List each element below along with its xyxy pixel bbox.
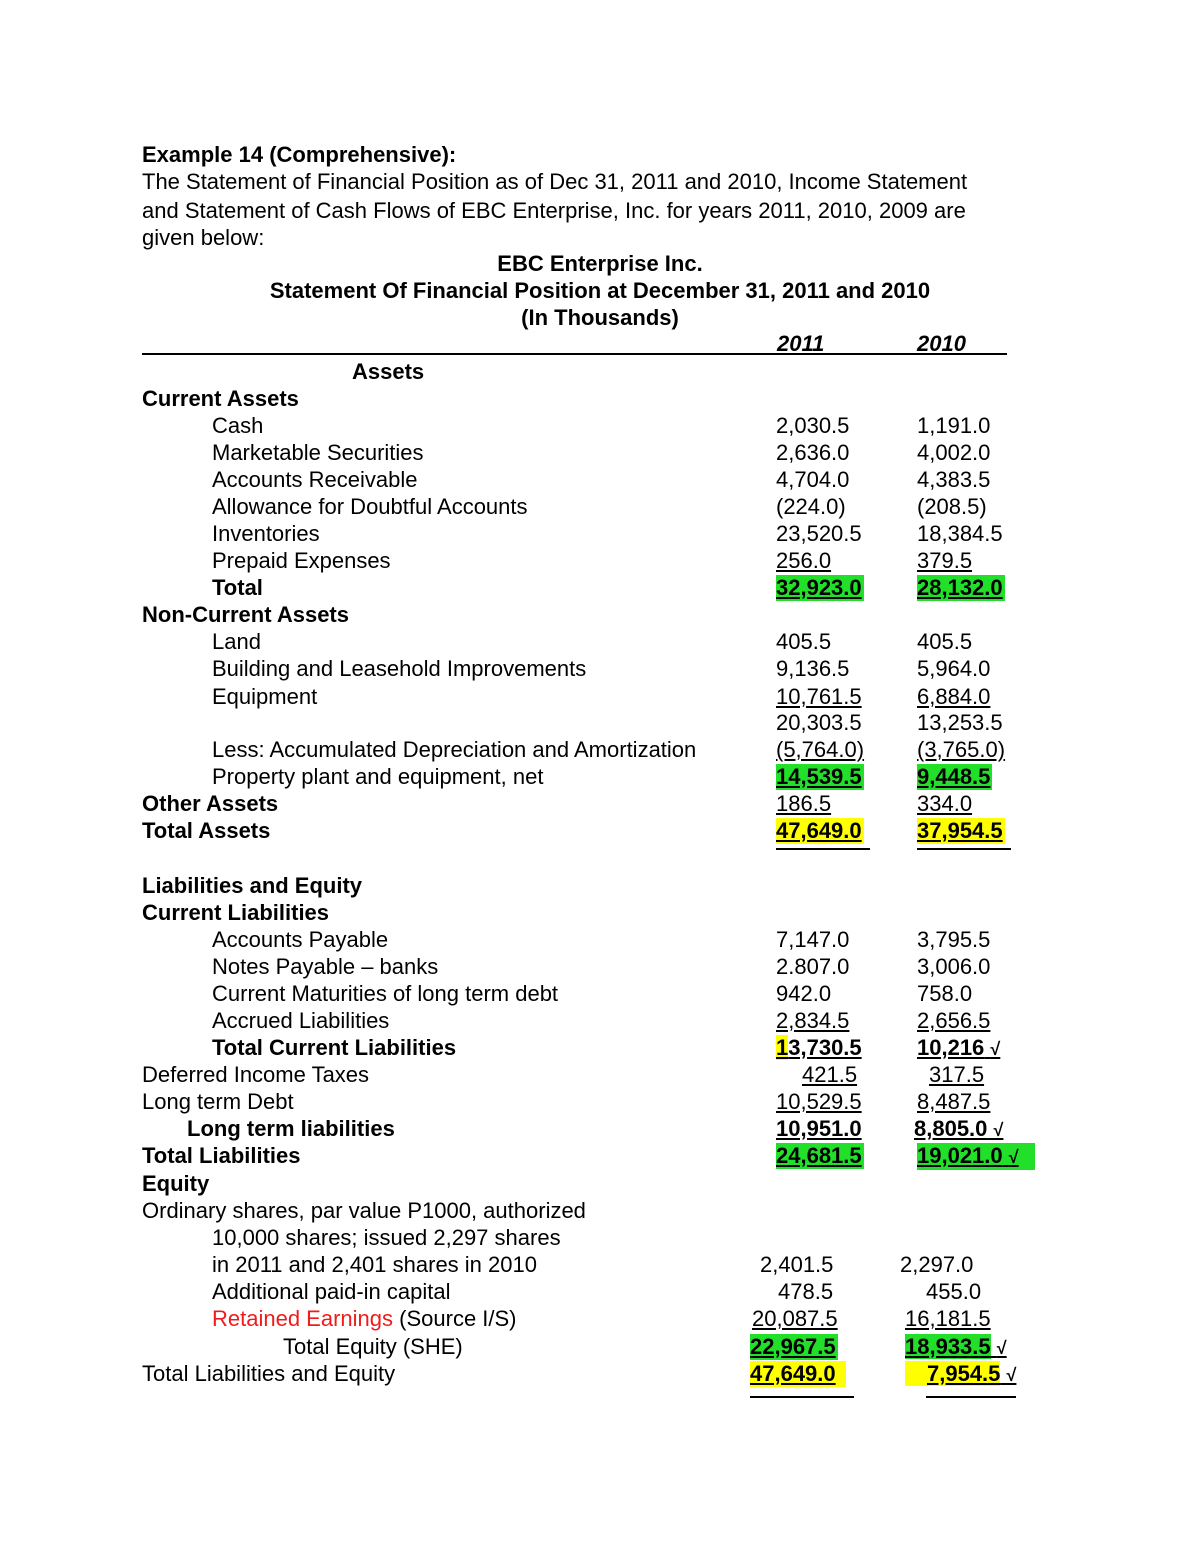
- row-label: Less: Accumulated Depreciation and Amortization: [212, 737, 697, 762]
- grand-total-2011: 47,649.0: [750, 1361, 846, 1387]
- value-2010: 6,884.0: [917, 684, 991, 709]
- row-label: Total Liabilities: [142, 1143, 301, 1168]
- grand-total-2010: 37,954.5: [917, 818, 1003, 843]
- col-2010: 2010: [917, 331, 966, 356]
- value-2010: 16,181.5: [905, 1306, 991, 1331]
- highlight-digit: 1: [776, 1035, 789, 1060]
- value-2010: 18,384.5: [917, 521, 1003, 546]
- equity-title: Equity: [142, 1171, 210, 1196]
- row-label: Allowance for Doubtful Accounts: [212, 494, 528, 519]
- total-2011: [776, 1035, 862, 1061]
- total-2011: 14,539.5: [776, 764, 862, 789]
- value-2011: 10,761.5: [776, 684, 862, 709]
- value-2010: 2,656.5: [917, 1008, 991, 1033]
- value-2011: 10,529.5: [776, 1089, 862, 1114]
- total-equity-tag: (SHE): [402, 1334, 463, 1359]
- total-2010-value: 10,216: [917, 1035, 985, 1060]
- shares-line-2: 10,000 shares; issued 2,297 shares: [212, 1225, 561, 1250]
- value-2011: (224.0): [776, 494, 846, 519]
- liabilities-title: Liabilities and Equity: [142, 873, 363, 898]
- total-2010: [914, 1116, 1024, 1143]
- value-2011: 23,520.5: [776, 521, 862, 546]
- shares-line-1: Ordinary shares, par value P1000, authorized: [142, 1198, 586, 1223]
- value-2010: 334.0: [917, 791, 973, 816]
- grand-total-2010: [905, 1361, 1035, 1388]
- value-2011: 256.0: [776, 548, 832, 573]
- retained-row: [212, 1306, 517, 1332]
- total-equity-label: Total Equity: [283, 1334, 397, 1359]
- value-2011: 9,136.5: [776, 656, 850, 681]
- total-2010-value: 8,805.0: [914, 1116, 988, 1141]
- row-label: Inventories: [212, 521, 320, 546]
- total-2011: 10,951.0: [776, 1116, 862, 1141]
- row-label: Total Assets: [142, 818, 271, 843]
- check-mark: √: [1008, 1147, 1019, 1167]
- row-label: Long term Debt: [142, 1089, 294, 1114]
- company-name: EBC Enterprise Inc.: [497, 251, 703, 276]
- double-rule: [776, 848, 870, 850]
- value-2011: 2,834.5: [776, 1008, 850, 1033]
- row-label: Deferred Income Taxes: [142, 1062, 370, 1087]
- value-2011: 2,401.5: [760, 1252, 834, 1277]
- current-liabilities-title: Current Liabilities: [142, 900, 330, 925]
- total-2011: 24,681.5: [776, 1143, 862, 1168]
- total-2010: [917, 1035, 1015, 1062]
- value-2011: 2,030.5: [776, 413, 850, 438]
- intro-line-1: The Statement of Financial Position as of Dec 31, 2011 and 2010, Income Statement: [142, 169, 968, 194]
- intro-line-2: and Statement of Cash Flows of EBC Enterprise, Inc. for years 2011, 2010, 2009 are: [142, 198, 966, 223]
- row-label: Total: [212, 575, 263, 600]
- double-rule: [917, 848, 1011, 850]
- value-2011: 2,636.0: [776, 440, 850, 465]
- total-equity-row: [283, 1334, 463, 1360]
- unit-note: (In Thousands): [521, 305, 679, 330]
- total-rest: 3,730.5: [788, 1035, 862, 1060]
- double-rule: [750, 1396, 854, 1398]
- value-2011: 2.807.0: [776, 954, 850, 979]
- value-2011: 4,704.0: [776, 467, 850, 492]
- value-2010: 2,297.0: [900, 1252, 974, 1277]
- row-label: Building and Leasehold Improvements: [212, 656, 587, 681]
- value-2011: 186.5: [776, 791, 832, 816]
- total-2010-value: 19,021.0: [917, 1143, 1003, 1168]
- row-label: Accounts Receivable: [212, 467, 418, 492]
- statement-title: Statement Of Financial Position at December 31, 2011 and 2010: [269, 278, 931, 303]
- row-label: Equipment: [212, 684, 318, 709]
- value-2011: 20,087.5: [752, 1306, 838, 1331]
- value-2010: (208.5): [917, 494, 987, 519]
- noncurrent-assets-title: Non-Current Assets: [142, 602, 349, 627]
- row-label: Additional paid-in capital: [212, 1279, 451, 1304]
- row-label: Current Maturities of long term debt: [212, 981, 559, 1006]
- total-2010-value: 18,933.5: [905, 1334, 991, 1359]
- check-mark: √: [996, 1338, 1007, 1358]
- total-2011: 32,923.0: [776, 575, 862, 600]
- header-rule: [142, 353, 1007, 355]
- value-2010: (3,765.0): [917, 737, 1006, 762]
- example-heading: Example 14 (Comprehensive):: [142, 142, 457, 167]
- value-2010: 405.5: [917, 629, 973, 654]
- row-label: Long term liabilities: [187, 1116, 395, 1141]
- value-2010: 317.5: [929, 1062, 985, 1087]
- total-2010: [917, 1143, 1035, 1170]
- value-2010: 4,383.5: [917, 467, 991, 492]
- retained-source: (Source I/S): [399, 1306, 517, 1331]
- row-label: Marketable Securities: [212, 440, 424, 465]
- value-2011: 7,147.0: [776, 927, 850, 952]
- subtotal-2011: 20,303.5: [776, 710, 862, 735]
- value-2011: 405.5: [776, 629, 832, 654]
- total-2010: [905, 1334, 1035, 1361]
- shares-line-3: in 2011 and 2,401 shares in 2010: [212, 1252, 537, 1277]
- value-2010: 5,964.0: [917, 656, 991, 681]
- row-label: Other Assets: [142, 791, 279, 816]
- value-2010: 3,006.0: [917, 954, 991, 979]
- grand-total-2010-value: 7,954.5: [905, 1361, 1000, 1386]
- total-2010: 9,448.5: [917, 764, 991, 789]
- double-rule: [926, 1396, 1016, 1398]
- value-2010: 1,191.0: [917, 413, 991, 438]
- row-label: Accrued Liabilities: [212, 1008, 390, 1033]
- grand-total-2011: 47,649.0: [776, 818, 862, 843]
- value-2011: 421.5: [802, 1062, 858, 1087]
- total-2011: 22,967.5: [750, 1334, 836, 1359]
- retained-label: Retained Earnings: [212, 1306, 394, 1331]
- row-label: Accounts Payable: [212, 927, 389, 952]
- row-label: Total Current Liabilities: [212, 1035, 457, 1060]
- value-2010: 758.0: [917, 981, 973, 1006]
- value-2010: 3,795.5: [917, 927, 991, 952]
- intro-line-3: given below:: [142, 225, 265, 250]
- row-label: Property plant and equipment, net: [212, 764, 544, 789]
- check-mark: √: [1006, 1365, 1017, 1385]
- value-2011: 942.0: [776, 981, 832, 1006]
- row-label: Cash: [212, 413, 264, 438]
- value-2010: 8,487.5: [917, 1089, 991, 1114]
- value-2011: 478.5: [778, 1279, 834, 1304]
- row-label: Land: [212, 629, 261, 654]
- row-label: Total Liabilities and Equity: [142, 1361, 396, 1386]
- row-label: Notes Payable – banks: [212, 954, 439, 979]
- check-mark: √: [990, 1039, 1001, 1059]
- value-2010: 455.0: [926, 1279, 982, 1304]
- current-assets-title: Current Assets: [142, 386, 299, 411]
- assets-title: Assets: [352, 359, 425, 384]
- value-2010: 4,002.0: [917, 440, 991, 465]
- row-label: Prepaid Expenses: [212, 548, 391, 573]
- value-2011: (5,764.0): [776, 737, 865, 762]
- col-2011: 2011: [777, 331, 825, 356]
- value-2010: 379.5: [917, 548, 973, 573]
- check-mark: √: [993, 1120, 1004, 1140]
- subtotal-2010: 13,253.5: [917, 710, 1003, 735]
- total-2010: 28,132.0: [917, 575, 1003, 600]
